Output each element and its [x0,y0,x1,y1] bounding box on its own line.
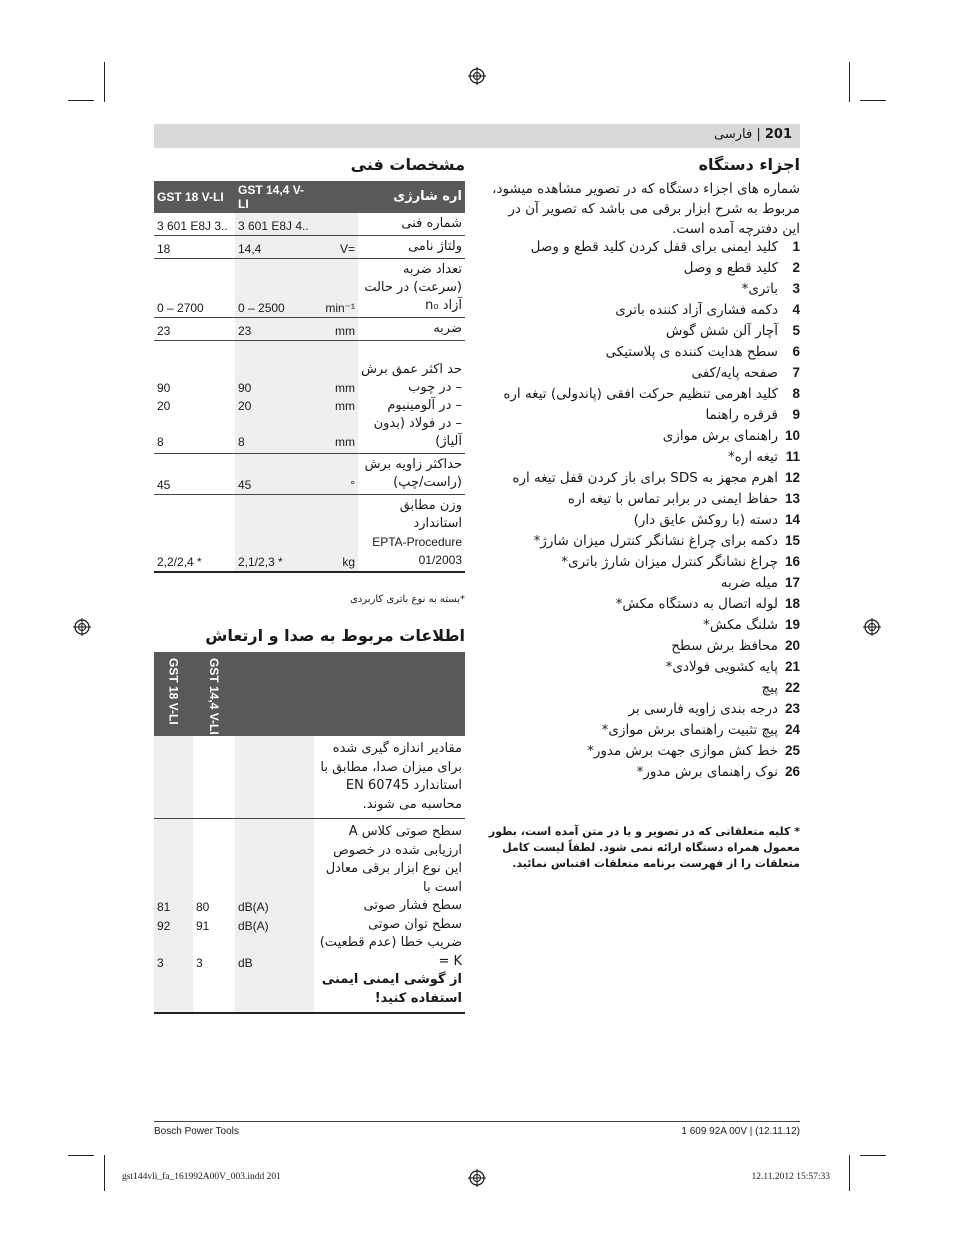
footer-rule [154,1121,800,1122]
part-text: میله ضربه [720,575,778,591]
specs-col-gst14: GST 14,4 V-LI [235,181,316,213]
noise-unit-k: dB [238,955,253,970]
spec-label: حداکثر زاویه برش (راست/چپ) [358,454,465,495]
part-item [486,238,800,256]
part-number: 19 [784,617,800,632]
part-item [486,406,800,424]
footer-doc-number: 1 609 92A 00V | (12.11.12) [681,1126,800,1137]
spec-row [154,318,465,341]
registration-mark-icon [73,618,91,636]
part-text: سطح هدایت کننده ی پلاستیکی [605,344,778,360]
specs-col-label: اره شارژی [358,181,465,213]
spec-value-gst14: 45 [235,454,316,495]
slug-filename: gst144vli_fa_161992A00V_003.indd 201 [122,1172,281,1182]
part-number: 3 [792,281,800,296]
spec-unit: min⁻¹ [316,259,358,318]
spec-unit: ° [316,454,358,495]
parts-list [486,238,800,784]
part-number: 20 [784,638,800,653]
part-number: 2 [792,260,800,275]
part-text: کلید اهرمی تنظیم حرکت افقی (پاندولی) تیغه اره [503,386,778,402]
noise-unit-pressure: dB(A) [238,900,269,914]
spec-unit: mm mm mm [316,341,358,454]
spec-value-gst14: 90 20 8 [235,341,316,454]
spec-row [154,213,465,236]
noise-power-label: سطح توان صوتی [368,916,462,932]
crop-mark [104,1155,105,1191]
part-number: 16 [784,554,800,569]
spec-label: شماره فنی [358,213,465,236]
spec-value-gst18: 23 [154,318,235,341]
part-item [486,259,800,277]
part-number: 10 [784,428,800,443]
spec-value-gst14: 2,1/2,3 * [235,495,316,573]
spec-row [154,454,465,495]
part-number: 1 [792,239,800,254]
registration-mark-icon [468,1169,486,1187]
spec-value-gst14: 14,4 [235,236,316,259]
spec-value-gst14: 23 [235,318,316,341]
noise-pressure-label: سطح فشار صوتی [363,898,462,913]
slug-timestamp: 12.11.2012 15:57:33 [751,1172,830,1182]
footer-brand: Bosch Power Tools [154,1126,239,1137]
accessories-note: * کلیه متعلقاتی که در تصویر و یا در متن آمده است، بطور معمول همراه دستگاه ارائه نمی شود. لطفاً لیست کامل متعلقات را از فهرست برنامه متعلقات اقتباس نمائید. [488,825,800,870]
part-item [486,511,800,529]
part-item [486,574,800,592]
crop-mark [849,1155,850,1191]
noise-gst14-k: 3 [196,955,203,970]
noise-levels-row [154,819,465,1014]
part-item [486,595,800,613]
noise-gst18-k: 3 [157,955,164,970]
crop-mark [68,100,94,101]
part-text: چراغ نشانگر کنترل میزان شارژ باتری* [561,554,778,570]
part-text: آچار آلن شش گوش [665,323,778,339]
registration-mark-icon [468,67,486,85]
specs-header-row [154,181,465,213]
part-item [486,385,800,403]
spec-row-weight [154,495,465,573]
part-item [486,742,800,760]
part-item [486,427,800,445]
crop-mark [68,1155,94,1156]
part-item [486,721,800,739]
noise-unit-power: dB(A) [238,918,269,933]
part-item [486,532,800,550]
part-number: 25 [784,743,800,758]
part-text: خط کش موازی جهت برش مدور* [587,743,778,759]
part-number: 21 [784,659,800,674]
page-number: 201 | فارسی [714,127,792,142]
crop-mark [849,62,850,102]
crop-mark [104,62,105,102]
part-item [486,763,800,781]
part-item [486,553,800,571]
specs-table [154,181,465,573]
spec-value-gst14: 0 – 2500 [235,259,316,318]
noise-measured-text: مقادیر اندازه گیری شده برای میزان صدا، مطابق با استاندارد EN 60745 محاسبه می شوند. [314,736,465,819]
part-number: 11 [785,449,800,464]
part-item [486,469,800,487]
part-number: 22 [784,680,800,695]
noise-level-intro: سطح صوتی کلاس A ارزیابی شده در خصوص این نوع ابزار برقی معادل است با [325,824,462,895]
part-number: 15 [784,533,800,548]
noise-gst18-power: 92 [157,918,171,933]
spec-unit [316,213,358,236]
spec-label: ضربه [358,318,465,341]
spec-unit: kg [316,495,358,573]
spec-value-gst18: 3 601 E8J 3.. [154,213,235,236]
spec-label: ولتاژ نامی [358,236,465,259]
part-item [486,637,800,655]
part-text: نوک راهنمای برش مدور* [636,764,778,780]
part-number: 8 [792,386,800,401]
spec-label: حد اکثر عمق برش – در چوب – در آلومینیوم – در فولاد (بدون آلیاژ) [358,341,465,454]
part-number: 9 [792,407,800,422]
spec-row [154,236,465,259]
part-number: 12 [784,470,800,485]
part-item [486,301,800,319]
part-text: دکمه فشاری آزاد کننده باتری [615,302,778,318]
part-text: پایه کشویی فولادی* [665,659,778,675]
part-item [486,448,800,466]
part-item [486,322,800,340]
specs-title: مشخصات فنی [350,155,465,174]
noise-gst14-power: 91 [196,918,210,933]
part-text: درجه بندی زاویه فارسی بر [628,701,778,717]
parts-title: اجزاء دستگاه [698,155,800,174]
part-text: باتری* [741,281,778,297]
specs-col-gst18: GST 18 V-LI [154,181,235,213]
part-number: 5 [792,323,800,338]
part-number: 17 [784,575,800,590]
noise-table [154,652,465,1014]
registration-mark-icon [863,618,881,636]
spec-row [154,259,465,318]
noise-title: اطلاعات مربوط به صدا و ارتعاش [205,626,465,645]
noise-gst14-pressure: 80 [196,900,210,914]
part-text: کلید قطع و وصل [683,260,778,276]
part-text: شلنگ مکش* [703,617,778,633]
noise-col-gst18: GST 18 V-LI [166,658,181,725]
part-item [486,679,800,697]
spec-label: وزن مطابق استاندارد EPTA-Procedure 01/2003 [358,495,465,573]
page-header [154,124,800,148]
part-item [486,280,800,298]
part-text: تیغه اره* [728,449,778,465]
part-text: حفاظ ایمنی در برابر تماس با تیغه اره [567,491,778,507]
part-text: پیچ [761,680,778,696]
spec-value-gst18: 45 [154,454,235,495]
parts-intro: شماره های اجزاء دستگاه که در تصویر مشاهده میشود، مربوط به شرح ابزار برقی می باشد که تصویر آن در این دفترچه آمده است. [492,181,800,237]
part-text: کلید ایمنی برای قفل کردن کلید قطع و وصل [530,239,778,255]
part-number: 18 [784,596,800,611]
part-number: 14 [784,512,800,527]
specs-footnote: *بسته به نوع باتری کاربردی [349,594,465,605]
spec-value-gst18: 0 – 2700 [154,259,235,318]
part-number: 6 [792,344,800,359]
hearing-protection-warning: از گوشی ایمنی ایمنی استفاده کنید! [321,972,462,1006]
part-text: اهرم مجهز به SDS برای باز کردن قفل تیغه اره [512,470,778,486]
spec-value-gst18: 90 20 8 [154,341,235,454]
noise-k-label: ضریب خطا (عدم قطعیت) K = [319,935,462,969]
noise-header-row [154,652,465,736]
part-item [486,343,800,361]
part-text: لوله اتصال به دستگاه مکش* [615,596,778,612]
spec-unit: V= [316,236,358,259]
part-text: راهنمای برش موازی [662,428,778,444]
part-number: 26 [784,764,800,779]
crop-mark [860,100,886,101]
noise-measured-row [154,736,465,819]
part-number: 23 [784,701,800,716]
spec-value-gst14: 3 601 E8J 4.. [235,213,316,236]
part-number: 4 [792,302,800,317]
spec-value-gst18: 18 [154,236,235,259]
part-number: 13 [784,491,800,506]
part-item [486,616,800,634]
noise-col-gst14: GST 14,4 V-LI [207,658,221,735]
part-text: صفحه پایه/کفی [691,365,778,381]
part-item [486,490,800,508]
part-text: محافظ برش سطح [671,638,778,654]
spec-row-cut-depth [154,341,465,454]
part-text: دسته (با روکش عایق دار) [633,512,778,528]
part-number: 7 [792,365,800,380]
part-text: پیچ تثبیت راهنمای برش موازی* [601,722,778,738]
spec-value-gst18: 2,2/2,4 * [154,495,235,573]
spec-unit: mm [316,318,358,341]
part-number: 24 [784,722,800,737]
part-text: دکمه برای چراغ نشانگر کنترل میزان شارژ* [533,533,778,549]
part-item [486,364,800,382]
spec-label: تعداد ضربه (سرعت) در حالت آزاد n₀ [358,259,465,318]
part-item [486,658,800,676]
part-text: قرقره راهنما [705,407,778,423]
crop-mark [860,1155,886,1156]
noise-gst18-pressure: 81 [157,900,171,914]
part-item [486,700,800,718]
